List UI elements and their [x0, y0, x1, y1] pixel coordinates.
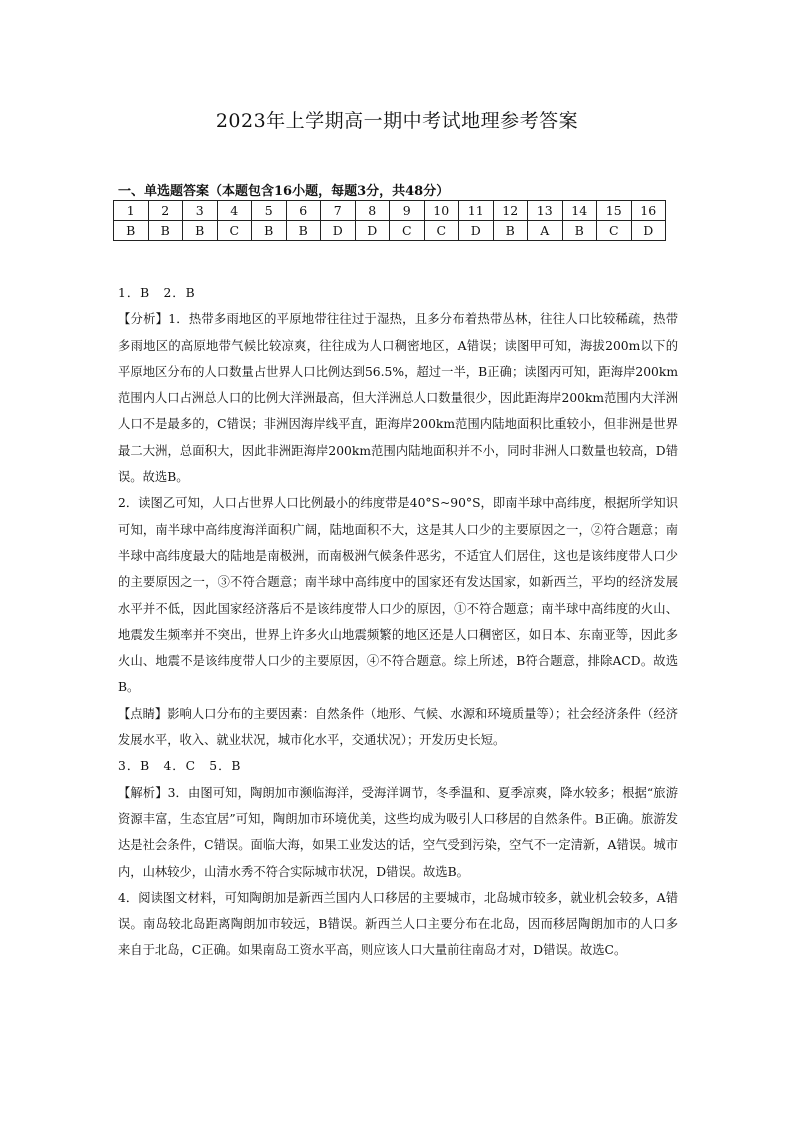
answer-cell: C	[597, 221, 632, 241]
answer-cell: D	[459, 221, 494, 241]
question-number-cell: 1	[114, 201, 149, 221]
question-number-cell: 8	[355, 201, 390, 221]
answer-table-number-row	[114, 201, 666, 221]
question-number-cell: 13	[528, 201, 563, 221]
answer-explanations	[118, 280, 678, 964]
answer-cell: C	[424, 221, 459, 241]
question-number-cell: 6	[286, 201, 321, 221]
explanation-paragraph-q4: 4．阅读图文材料，可知陶朗加是新西兰国内人口移居的主要城市，北岛城市较多，就业机会较多，A错误。南岛较北岛距离陶朗加市较远，B错误。新西兰人口主要分布在北岛，因而移居陶朗加市的人口多来自于北岛，C正确。如果南岛工资水平高，则应该人口大量前往南岛才对，D错误。故选C。	[118, 890, 678, 958]
answer-cell: C	[390, 221, 425, 241]
question-number-cell: 12	[493, 201, 528, 221]
answer-cell: B	[493, 221, 528, 241]
question-number-cell: 16	[631, 201, 666, 221]
analysis-paragraph-q1: 【分析】1．热带多雨地区的平原地带往往过于湿热，且多分布着热带丛林，往往人口比较稀疏，热带多雨地区的高原地带气候比较凉爽，往往成为人口稠密地区，A错误；读图甲可知，海拔200m以下的平原地区分布的人口数量占世界人口比例达到56.5%，超过一半，B正确；读图丙可知，距海岸200km范围内人口占洲总人口的比例大洋洲最高，但大洋洲总人口数量很少，因此距海岸200km范围内大洋洲人口不是最多的，C错误；非洲因海岸线平直，距海岸200km范围内陆地面积比重较小，但非洲是世界最二大洲，总面积大，因此非洲距海岸200km范围内陆地面积并不小，同时非洲人口数量也较高，D错误。故选B。	[118, 312, 678, 485]
answer-cell: B	[114, 221, 149, 241]
question-number-cell: 15	[597, 201, 632, 221]
answer-table-answer-row	[114, 221, 666, 241]
section-title: 一、单选题答案（本题包含16小题，每题3分，共48分）	[118, 184, 450, 199]
question-number-cell: 14	[562, 201, 597, 221]
question-number-cell: 2	[148, 201, 183, 221]
question-number-cell: 7	[321, 201, 356, 221]
answer-cell: D	[321, 221, 356, 241]
question-number-cell: 10	[424, 201, 459, 221]
key-point-paragraph: 【点睛】影响人口分布的主要因素：自然条件（地形、气候、水源和环境质量等）；社会经济条件（经济发展水平，收入、就业状况，城市化水平，交通状况）；开发历史长短。	[118, 706, 678, 748]
document-title: 2023年上学期高一期中考试地理参考答案	[215, 110, 579, 132]
analysis-paragraph-q3: 【解析】3．由图可知，陶朗加市濒临海洋，受海洋调节，冬季温和、夏季凉爽，降水较多；根据“旅游资源丰富，生态宜居”可知，陶朗加市环境优美，这些均成为吸引人口移居的自然条件。B正确。旅游发达是社会条件，C错误。面临大海，如果工业发达的话，空气受到污染，空气不一定清新，A错误。城市内，山林较少，山清水秀不符合实际城市状况，D错误。故选B。	[118, 785, 678, 879]
answer-cell: B	[148, 221, 183, 241]
answer-line-q1-q2: 1．B 2．B	[118, 286, 196, 300]
question-number-cell: 11	[459, 201, 494, 221]
explanation-paragraph-q2: 2．读图乙可知，人口占世界人口比例最小的纬度带是40°S~90°S，即南半球中高纬度，根据所学知识可知，南半球中高纬度海洋面积广阔，陆地面积不大，这是其人口少的主要原因之一，②符合题意；南半球中高纬度最大的陆地是南极洲，而南极洲气候条件恶劣，不适宜人们居住，这也是该纬度带人口少的主要原因之一，③不符合题意；南半球中高纬度中的国家还有发达国家，如新西兰，平均的经济发展水平并不低，因此国家经济落后不是该纬度带人口少的原因，①不符合题意；南半球中高纬度的火山、地震发生频率并不突出，世界上许多火山地震频繁的地区还是人口稠密区，如日本、东南亚等，因此多火山、地震不是该纬度带人口少的主要原因，④不符合题意。综上所述，B符合题意，排除ACD。故选B。	[118, 496, 678, 695]
answer-line-q3-q5: 3．B 4．C 5．B	[118, 759, 242, 774]
question-number-cell: 4	[217, 201, 252, 221]
answer-cell: B	[183, 221, 218, 241]
answer-cell: D	[355, 221, 390, 241]
answer-cell: D	[631, 221, 666, 241]
answer-cell: C	[217, 221, 252, 241]
answer-cell: A	[528, 221, 563, 241]
question-number-cell: 3	[183, 201, 218, 221]
answer-cell: B	[252, 221, 287, 241]
answer-table	[113, 200, 666, 241]
answer-cell: B	[562, 221, 597, 241]
question-number-cell: 9	[390, 201, 425, 221]
question-number-cell: 5	[252, 201, 287, 221]
answer-cell: B	[286, 221, 321, 241]
